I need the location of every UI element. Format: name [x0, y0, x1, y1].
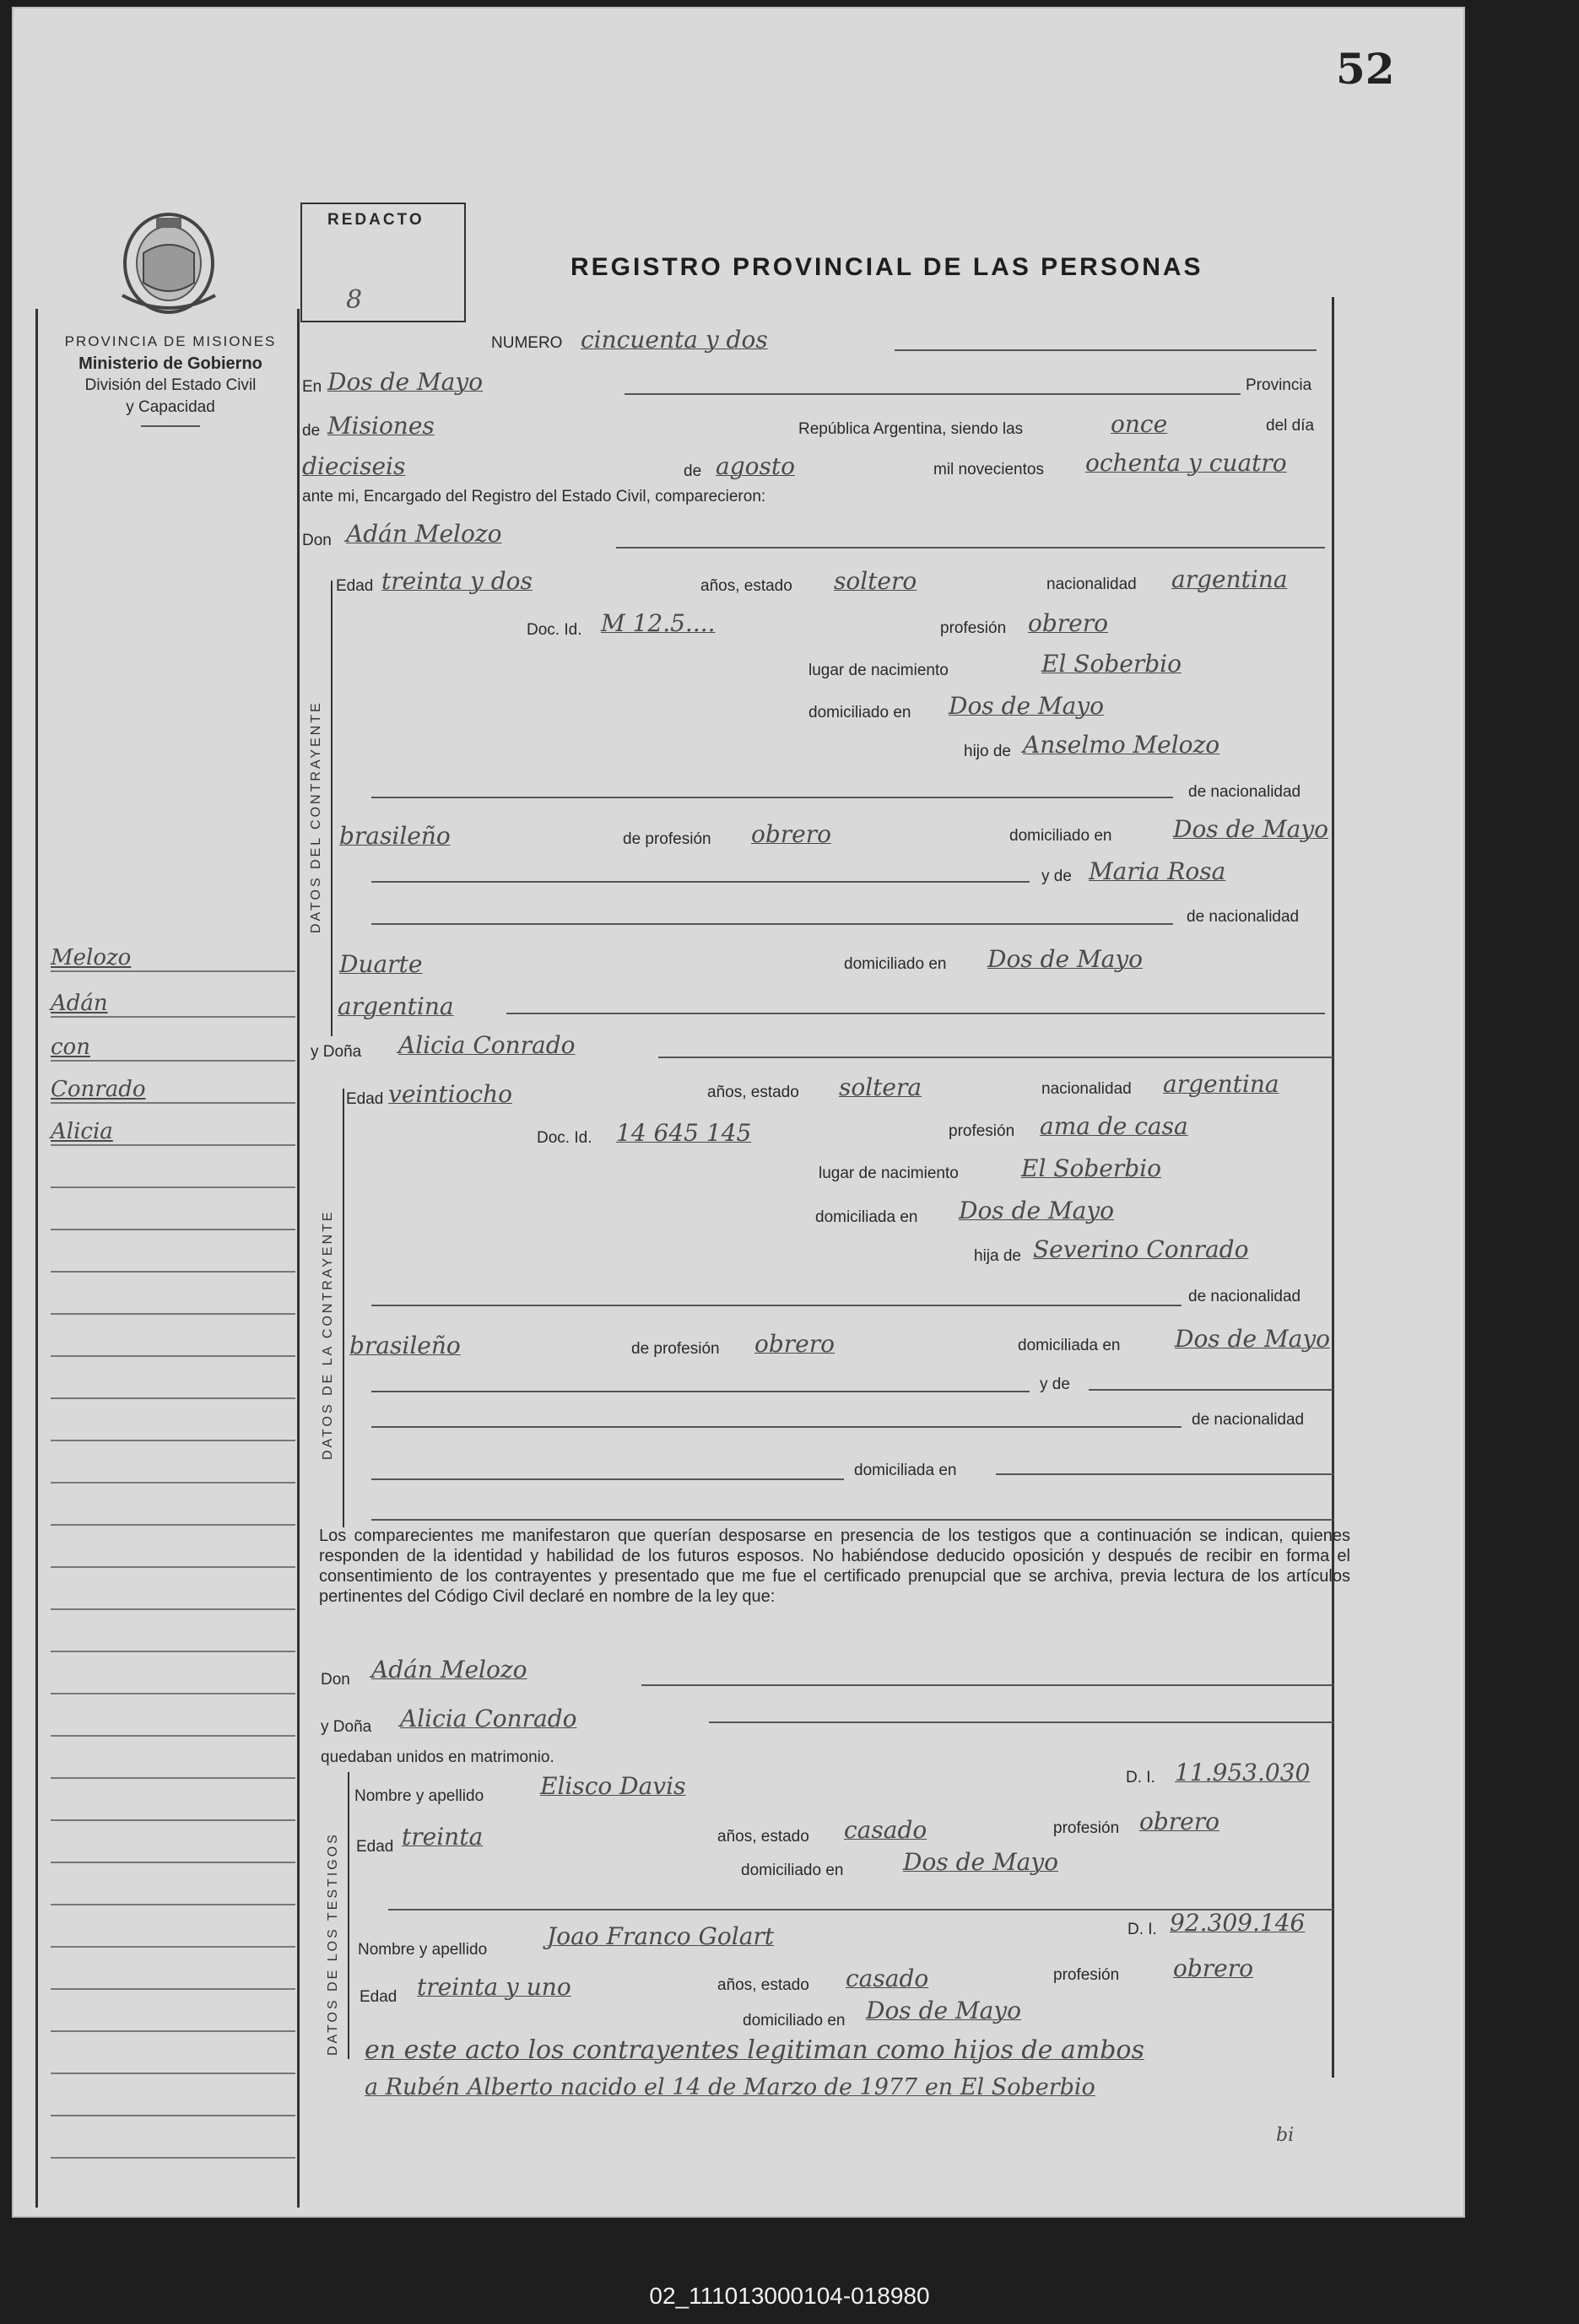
t1-profesion-label: profesión [1053, 1819, 1120, 1837]
ydem-line [371, 881, 1030, 883]
margin-rule [51, 1186, 295, 1188]
provincial-crest-icon [105, 203, 232, 321]
de-nacionalidad-label: de nacionalidad [1188, 783, 1301, 801]
contrayente-estado: soltero [834, 567, 917, 595]
margin-rule [51, 2030, 295, 2032]
margin-rule [51, 1608, 295, 1610]
contrayente-lugar: El Soberbio [1041, 650, 1182, 678]
contrayenta-lugar: El Soberbio [1021, 1154, 1161, 1182]
ydem-line-3 [1089, 1389, 1333, 1391]
profesion-label-2: profesión [949, 1122, 1015, 1140]
contrayente-padre-dom: Dos de Mayo [1173, 815, 1329, 843]
testigos-bracket [348, 1772, 349, 2059]
en-line [625, 393, 1241, 395]
dia-value: dieciseis [302, 452, 406, 480]
contrayente-nacionalidad: argentina [1171, 565, 1288, 593]
t2-anios-label: años, estado [717, 1976, 809, 1994]
dona-line [658, 1057, 1333, 1058]
ydem-line-2 [371, 1391, 1030, 1392]
province-name: PROVINCIA DE MISIONES [64, 333, 277, 349]
margin-rule [51, 1904, 295, 1905]
margin-rule [51, 1144, 295, 1146]
t1-di: 11.953.030 [1175, 1759, 1311, 1786]
extra-line [506, 1013, 1325, 1014]
margin-rule [51, 1102, 295, 1104]
left-margin-border [35, 309, 38, 2208]
issuer-header [44, 331, 297, 427]
nacionalidad-label: nacionalidad [1046, 576, 1137, 593]
don-line [616, 547, 1325, 549]
numero-value: cincuenta y dos [581, 326, 768, 354]
de-value: Misiones [327, 412, 435, 440]
domicilio-label-2: domiciliada en [815, 1208, 918, 1226]
margin-note: con [51, 1035, 90, 1060]
profesion-label: profesión [940, 619, 1007, 637]
contrayente-madre-nac: Duarte [339, 950, 423, 978]
declaration-text: Los comparecientes me manifestaron que querían desposarse en presencia de los testigos que a continuación se indican, quienes responden de la identidad y habilidad de los futuros esposos. No habiéndose deducido oposición y después de recibir en forma el consentimiento de los contrayentes y presentado que me fue el certificado prenupcial que se archiva, previa lectura de los artículos pertinentes del Código Civil declaré en nombre de la ley que: [319, 1527, 1350, 1606]
en-label: En [302, 378, 322, 396]
margin-rule [51, 1651, 295, 1652]
legitimation-note-2: a Rubén Alberto nacido el 14 de Marzo de 1977 en El Soberbio [365, 2074, 1095, 2100]
margin-rule [51, 1229, 295, 1230]
contrayenta-doc: 14 645 145 [616, 1119, 752, 1147]
bottom-mark: bi [1276, 2125, 1295, 2146]
numero-line [895, 349, 1317, 351]
contrayenta-estado: soltera [839, 1073, 922, 1101]
de-profesion-label-2: de profesión [631, 1340, 720, 1358]
t1-estado: casado [844, 1816, 927, 1844]
margin-rule [51, 1440, 295, 1441]
dona-label: y Doña [311, 1043, 362, 1061]
ministry-name: Ministerio de Gobierno [78, 354, 262, 373]
de-profesion-label: de profesión [623, 830, 711, 848]
t2-estado: casado [846, 1965, 929, 1992]
union-dona-label: y Doña [321, 1718, 372, 1736]
madre-nac-line [371, 923, 1173, 925]
madre-dom-line [371, 1478, 844, 1480]
contrayenta-padre-prof: obrero [754, 1330, 835, 1358]
don-label: Don [302, 532, 332, 549]
union-don-line [641, 1684, 1333, 1686]
t2-dom-label: domiciliado en [743, 2012, 846, 2029]
y-de-label-2: y de [1040, 1375, 1070, 1393]
y-de-label: y de [1041, 867, 1072, 885]
t1-nombre-label: Nombre y apellido [354, 1787, 484, 1805]
section-end-line [371, 1519, 1333, 1521]
footer-id: 02_111013000104-018980 [649, 2283, 930, 2309]
nacionalidad-label-2: nacionalidad [1041, 1080, 1132, 1098]
provincia-label: Provincia [1246, 376, 1312, 394]
document-title: REGISTRO PROVINCIAL DE LAS PERSONAS [570, 253, 1203, 281]
union-dona-line [709, 1721, 1333, 1723]
margin-rule [51, 1271, 295, 1273]
margin-rule [51, 1355, 295, 1357]
t2-edad: treinta y uno [417, 1973, 571, 2001]
t2-profesion-label: profesión [1053, 1966, 1120, 1984]
contrayente-name: Adán Melozo [346, 520, 502, 548]
contrayenta-domicilio: Dos de Mayo [959, 1197, 1115, 1224]
en-value: Dos de Mayo [327, 368, 484, 396]
margin-rule [51, 2073, 295, 2074]
madre-nac-label: de nacionalidad [1187, 908, 1300, 926]
margin-rule [51, 1313, 295, 1315]
margin-note: Conrado [51, 1077, 146, 1102]
numero-label: NUMERO [491, 334, 563, 352]
margin-rule [51, 1060, 295, 1062]
ante-label: ante mi, Encargado del Registro del Estado Civil, comparecieron: [302, 488, 766, 505]
dia-label: del día [1266, 417, 1315, 435]
union-don-label: Don [321, 1671, 350, 1689]
union-close: quedaban unidos en matrimonio. [321, 1748, 554, 1766]
margin-rule [51, 1693, 295, 1694]
union-don-name: Adán Melozo [371, 1656, 527, 1684]
mil-label: mil novecientos [933, 461, 1044, 478]
contrayente-padre-prof: obrero [751, 820, 831, 848]
t2-di: 92.309.146 [1170, 1909, 1306, 1937]
anio-value: ochenta y cuatro [1085, 449, 1287, 477]
contrayente-domicilio: Dos de Mayo [949, 692, 1105, 720]
contrayenta-padre: Severino Conrado [1033, 1235, 1249, 1263]
t2-edad-label: Edad [360, 1988, 397, 2006]
padre-domicilio-label: domiciliado en [1009, 827, 1112, 845]
contrayente-edad: treinta y dos [381, 567, 533, 595]
edad-label: Edad [336, 577, 374, 595]
contrayente-extra: argentina [338, 992, 454, 1020]
de-nacionalidad-label-2: de nacionalidad [1188, 1288, 1301, 1305]
t1-dom: Dos de Mayo [903, 1848, 1059, 1876]
legitimation-note-1: en este acto los contrayentes legitiman como hijos de ambos [365, 2035, 1144, 2065]
header-divider [141, 425, 200, 427]
lugar-label-2: lugar de nacimiento [819, 1165, 959, 1182]
contrayenta-edad: veintiocho [388, 1080, 513, 1108]
union-dona-name: Alicia Conrado [400, 1705, 577, 1732]
hija-label: hija de [974, 1247, 1021, 1265]
margin-rule [51, 1819, 295, 1821]
doc-label: Doc. Id. [527, 621, 582, 639]
contrayenta-side-label: DATOS DE LA CONTRAYENTE [321, 1209, 335, 1460]
de-mes-label: de [684, 462, 702, 480]
margin-rule [51, 1988, 295, 1990]
t2-nombre-label: Nombre y apellido [358, 1941, 488, 1959]
contrayenta-name: Alicia Conrado [398, 1031, 576, 1059]
doc-label-2: Doc. Id. [537, 1129, 592, 1147]
t1-anios-label: años, estado [717, 1828, 809, 1846]
contrayenta-nacionalidad: argentina [1163, 1070, 1279, 1098]
redacto-label: REDACTO [327, 211, 424, 229]
anios-label-2: años, estado [707, 1084, 799, 1101]
margin-note: Adán [51, 991, 108, 1016]
margin-note: Melozo [51, 945, 132, 970]
t2-nombre: Joao Franco Golart [547, 1922, 775, 1950]
left-column-border [297, 309, 300, 2208]
contrayenta-bracket [343, 1089, 344, 1527]
t1-di-label: D. I. [1126, 1769, 1155, 1786]
mes-value: agosto [716, 452, 795, 480]
margin-rule [51, 1566, 295, 1568]
madre-nac-label-2: de nacionalidad [1192, 1411, 1305, 1429]
contrayente-padre: Anselmo Melozo [1023, 731, 1220, 759]
t2-profesion: obrero [1173, 1954, 1253, 1982]
madre-nac-line-2 [371, 1426, 1182, 1428]
t1-profesion: obrero [1139, 1808, 1219, 1835]
t2-di-label: D. I. [1127, 1921, 1157, 1938]
contrayenta-profesion: ama de casa [1040, 1112, 1188, 1140]
contrayente-madre-dom: Dos de Mayo [987, 945, 1144, 973]
margin-note: Alicia [51, 1119, 113, 1144]
nac-line-2 [371, 1305, 1182, 1306]
margin-rule [51, 1777, 295, 1779]
margin-rule [51, 1524, 295, 1526]
hora-value: once [1111, 410, 1168, 438]
margin-rule [51, 2157, 295, 2159]
margin-rule [51, 1397, 295, 1399]
t2-dom: Dos de Mayo [866, 1997, 1022, 2024]
contrayente-side-label: DATOS DEL CONTRAYENTE [309, 700, 323, 933]
testigos-side-label: DATOS DE LOS TESTIGOS [326, 1832, 340, 2056]
division-name: División del Estado Civil [84, 376, 257, 394]
contrayente-madre: Maria Rosa [1089, 857, 1226, 885]
contrayente-bracket [331, 581, 333, 1036]
page-number: 52 [1336, 44, 1395, 94]
t1-edad-label: Edad [356, 1838, 394, 1856]
right-border [1332, 297, 1334, 2078]
anios-label: años, estado [700, 577, 792, 595]
madre-dom-label: domiciliado en [844, 955, 947, 973]
t1-dom-label: domiciliado en [741, 1862, 844, 1879]
margin-rule [51, 1482, 295, 1484]
madre-dom-label-2: domiciliada en [854, 1462, 957, 1479]
margin-rule [51, 1016, 295, 1018]
margin-rule [51, 1862, 295, 1863]
contrayente-padre-nac: brasileño [339, 822, 451, 850]
republica-label: República Argentina, siendo las [798, 420, 1024, 438]
padre-domicilio-label-2: domiciliada en [1018, 1337, 1121, 1354]
t1-edad: treinta [402, 1823, 484, 1851]
de-label: de [302, 422, 321, 440]
lugar-label: lugar de nacimiento [808, 662, 949, 679]
redacto-value: 8 [346, 285, 363, 315]
nac-line [371, 797, 1173, 798]
t1-nombre: Elisco Davis [540, 1772, 686, 1800]
division-name-2: y Capacidad [126, 398, 215, 416]
contrayente-doc: M 12.5.... [601, 609, 716, 637]
margin-rule [51, 1735, 295, 1737]
domicilio-label: domiciliado en [808, 704, 911, 722]
hijo-label: hijo de [964, 743, 1011, 760]
margin-rule [51, 970, 295, 972]
margin-rule [51, 2115, 295, 2116]
madre-dom-line-2 [996, 1473, 1333, 1475]
margin-rule [51, 1946, 295, 1948]
contrayente-profesion: obrero [1028, 609, 1108, 637]
contrayenta-padre-nac: brasileño [349, 1332, 461, 1359]
edad-label-2: Edad [346, 1090, 384, 1108]
redacto-box [300, 203, 466, 322]
contrayenta-padre-dom: Dos de Mayo [1175, 1325, 1331, 1353]
